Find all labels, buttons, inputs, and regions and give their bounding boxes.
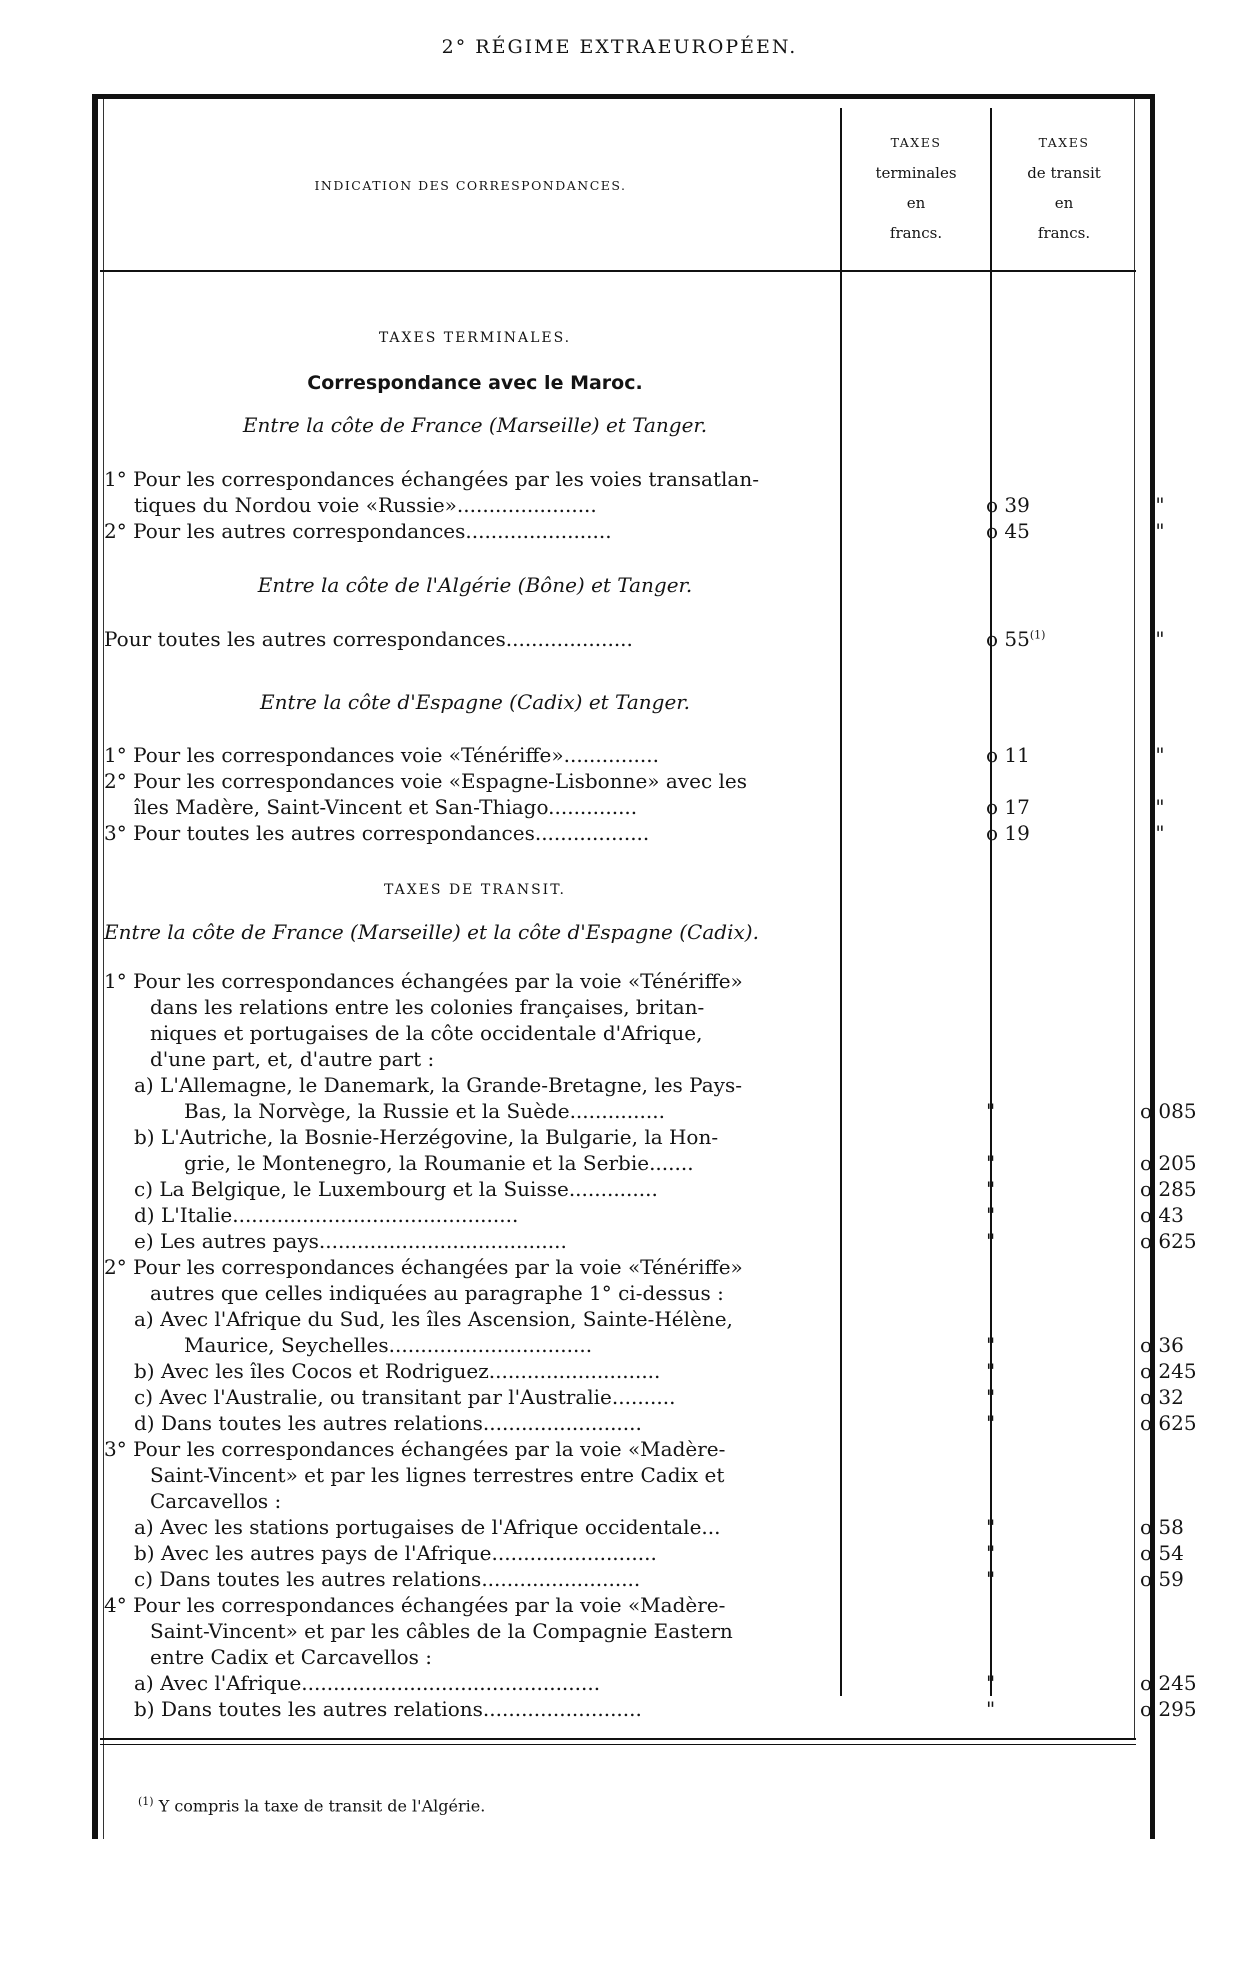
row-description: dans les relations entre les colonies françaises, britan-	[150, 995, 705, 1019]
table-row	[100, 1592, 1136, 1618]
row-description: a) Avec les stations portugaises de l'Afrique occidentale...	[134, 1515, 721, 1539]
table-row	[100, 492, 1165, 518]
row-description: Saint-Vincent» et par les câbles de la Compagnie Eastern	[150, 1619, 733, 1643]
terminal-tax: "	[986, 1359, 996, 1383]
row-description: a) Avec l'Afrique...............................................	[134, 1671, 601, 1695]
terminal-tax: "	[986, 1333, 996, 1357]
terminal-tax: "	[986, 1567, 996, 1591]
row-description: grie, le Montenegro, la Roumanie et la Serbie.......	[184, 1151, 694, 1175]
row-description: niques et portugaises de la côte occidentale d'Afrique,	[150, 1021, 703, 1045]
transit-tax: o 58	[1140, 1515, 1184, 1539]
row-description: b) Avec les autres pays de l'Afrique..........................	[134, 1541, 657, 1565]
terminal-tax: "	[986, 1151, 996, 1175]
transit-tax: "	[1155, 821, 1165, 845]
terminal-tax: "	[986, 1515, 996, 1539]
table-row	[100, 742, 1165, 768]
table-frame-top	[92, 94, 1155, 99]
table-row	[100, 1332, 1184, 1358]
table-row	[100, 1462, 1136, 1488]
row-description: c) La Belgique, le Luxembourg et la Suisse..............	[134, 1177, 658, 1201]
transit-tax: o 625	[1140, 1229, 1197, 1253]
header-terminal-line: francs.	[889, 224, 943, 242]
header-terminal-line: en	[906, 194, 926, 212]
row-description: d) L'Italie.............................................	[134, 1203, 519, 1227]
row-description: b) Dans toutes les autres relations.........................	[134, 1697, 642, 1721]
header-indication: INDICATION DES CORRESPONDANCES.	[314, 178, 627, 193]
row-description: d) Dans toutes les autres relations.........................	[134, 1411, 642, 1435]
row-description: tiques du Nordou voie «Russie»......................	[134, 493, 597, 517]
table-row	[100, 768, 1136, 794]
table-row	[100, 794, 1165, 820]
row-description: c) Dans toutes les autres relations.........................	[134, 1567, 641, 1591]
table-row	[100, 1202, 1184, 1228]
heading-espagne-tanger: Entre la côte d'Espagne (Cadix) et Tanger.	[259, 690, 691, 714]
table-row	[100, 1306, 1136, 1332]
table-row	[100, 518, 1165, 544]
table-row	[100, 1358, 1197, 1384]
page-header: 2° RÉGIME EXTRAEUROPÉEN.	[441, 36, 798, 58]
terminal-tax: "	[986, 1229, 996, 1253]
heading-france-tanger: Entre la côte de France (Marseille) et Tanger.	[242, 413, 708, 437]
section-taxes-terminales: TAXES TERMINALES.	[378, 330, 572, 346]
table-row	[100, 1644, 1136, 1670]
header-transit-line: de transit	[1027, 164, 1101, 182]
table-row	[100, 820, 1165, 846]
row-description: b) Avec les îles Cocos et Rodriguez...........................	[134, 1359, 661, 1383]
header-terminal	[844, 128, 988, 248]
terminal-tax: "	[986, 1385, 996, 1409]
table-bottom-rule-2	[100, 1744, 1136, 1745]
terminal-tax: "	[986, 1697, 996, 1721]
terminal-tax: "	[986, 1203, 996, 1227]
table-row	[100, 1696, 1197, 1722]
transit-tax: o 205	[1140, 1151, 1197, 1175]
table-row	[100, 1228, 1197, 1254]
terminal-tax	[958, 626, 1088, 652]
table-row	[100, 626, 1165, 652]
table-row	[100, 1098, 1197, 1124]
transit-tax: o 43	[1140, 1203, 1184, 1227]
terminal-tax: "	[986, 1099, 996, 1123]
table-row	[100, 968, 1136, 994]
transit-tax: o 285	[1140, 1177, 1197, 1201]
row-description: 1° Pour les correspondances voie «Ténériffe»...............	[104, 743, 659, 767]
terminal-tax: o 19	[986, 821, 1030, 845]
terminal-tax: o 39	[986, 493, 1030, 517]
row-description: d'une part, et, d'autre part :	[150, 1047, 435, 1071]
table-row	[100, 1072, 1136, 1098]
table-row	[100, 994, 1136, 1020]
row-description: a) L'Allemagne, le Danemark, la Grande-Bretagne, les Pays-	[134, 1073, 742, 1097]
section-taxes-transit: TAXES DE TRANSIT.	[384, 882, 566, 898]
footnote-reference: (1)	[1029, 628, 1046, 642]
row-description: a) Avec l'Afrique du Sud, les îles Ascension, Sainte-Hélène,	[134, 1307, 733, 1331]
row-description: 2° Pour les correspondances échangées par la voie «Ténériffe»	[104, 1255, 743, 1279]
row-description: 1° Pour les correspondances échangées par la voie «Ténériffe»	[104, 969, 743, 993]
table-row	[100, 1384, 1184, 1410]
transit-tax: "	[1155, 627, 1165, 651]
terminal-tax: o 45	[986, 519, 1030, 543]
terminal-tax: "	[986, 1671, 996, 1695]
row-description: e) Les autres pays.......................................	[134, 1229, 567, 1253]
table-row	[100, 1020, 1136, 1046]
transit-tax: o 54	[1140, 1541, 1184, 1565]
transit-tax: o 32	[1140, 1385, 1184, 1409]
table-row	[100, 1436, 1136, 1462]
table-row	[100, 1254, 1136, 1280]
terminal-tax: "	[986, 1411, 996, 1435]
transit-tax: o 245	[1140, 1671, 1197, 1695]
row-description: 2° Pour les correspondances voie «Espagne-Lisbonne» avec les	[104, 769, 747, 793]
table-row	[100, 1566, 1184, 1592]
transit-tax: o 295	[1140, 1697, 1197, 1721]
transit-tax: "	[1155, 743, 1165, 767]
header-transit-line: francs.	[1037, 224, 1091, 242]
table-row	[100, 1176, 1197, 1202]
terminal-tax-value: o 55	[986, 627, 1030, 651]
header-terminal-line: TAXES	[890, 135, 942, 150]
table-row	[100, 1670, 1197, 1696]
table-row	[100, 1514, 1184, 1540]
header-rule	[100, 270, 1136, 272]
footnote-text: Y compris la taxe de transit de l'Algérie.	[158, 1796, 486, 1816]
row-description: 3° Pour les correspondances échangées par la voie «Madère-	[104, 1437, 726, 1461]
transit-tax: o 59	[1140, 1567, 1184, 1591]
header-transit-line: en	[1054, 194, 1074, 212]
table-row	[100, 1540, 1184, 1566]
transit-tax: "	[1155, 493, 1165, 517]
transit-tax: "	[1155, 519, 1165, 543]
row-description: 3° Pour toutes les autres correspondances..................	[104, 821, 650, 845]
row-description: 1° Pour les correspondances échangées par les voies transatlan-	[104, 467, 759, 491]
table-row	[100, 1150, 1197, 1176]
row-description: entre Cadix et Carcavellos :	[150, 1645, 433, 1669]
terminal-tax: o 17	[986, 795, 1030, 819]
row-description: 4° Pour les correspondances échangées par la voie «Madère-	[104, 1593, 726, 1617]
row-description: Saint-Vincent» et par les lignes terrestres entre Cadix et	[150, 1463, 725, 1487]
row-description: 2° Pour les autres correspondances.......................	[104, 519, 612, 543]
row-description: Pour toutes les autres correspondances....................	[104, 627, 633, 651]
row-description: c) Avec l'Australie, ou transitant par l'Australie..........	[134, 1385, 676, 1409]
row-description: Carcavellos :	[150, 1489, 282, 1513]
table-row	[100, 466, 1136, 492]
terminal-tax: "	[986, 1541, 996, 1565]
row-description: Maurice, Seychelles................................	[184, 1333, 593, 1357]
transit-tax: o 625	[1140, 1411, 1197, 1435]
table-row	[100, 1410, 1197, 1436]
row-description: b) L'Autriche, la Bosnie-Herzégovine, la Bulgarie, la Hon-	[134, 1125, 719, 1149]
header-transit	[994, 128, 1134, 248]
transit-tax: "	[1155, 795, 1165, 819]
table-row	[100, 1488, 1136, 1514]
footnote	[138, 1795, 485, 1815]
section-maroc: Correspondance avec le Maroc.	[307, 372, 643, 394]
terminal-tax: "	[986, 1177, 996, 1201]
row-description: Bas, la Norvège, la Russie et la Suède...............	[184, 1099, 665, 1123]
table-row	[100, 1280, 1136, 1306]
table-frame-left	[92, 94, 98, 1839]
table-row	[100, 1124, 1136, 1150]
heading-algerie-tanger: Entre la côte de l'Algérie (Bône) et Tanger.	[257, 573, 693, 597]
transit-tax: o 245	[1140, 1359, 1197, 1383]
transit-tax: o 36	[1140, 1333, 1184, 1357]
table-bottom-rule-1	[100, 1738, 1136, 1740]
transit-tax: o 085	[1140, 1099, 1197, 1123]
row-description: autres que celles indiquées au paragraphe 1° ci-dessus :	[150, 1281, 724, 1305]
table-row	[100, 1618, 1136, 1644]
terminal-tax: o 11	[986, 743, 1030, 767]
header-transit-line: TAXES	[1038, 135, 1090, 150]
header-terminal-line: terminales	[875, 164, 957, 182]
heading-france-espagne: Entre la côte de France (Marseille) et la côte d'Espagne (Cadix).	[104, 920, 759, 944]
table-row	[100, 1046, 1136, 1072]
row-description: îles Madère, Saint-Vincent et San-Thiago..............	[134, 795, 638, 819]
footnote-mark: (1)	[138, 1795, 154, 1808]
